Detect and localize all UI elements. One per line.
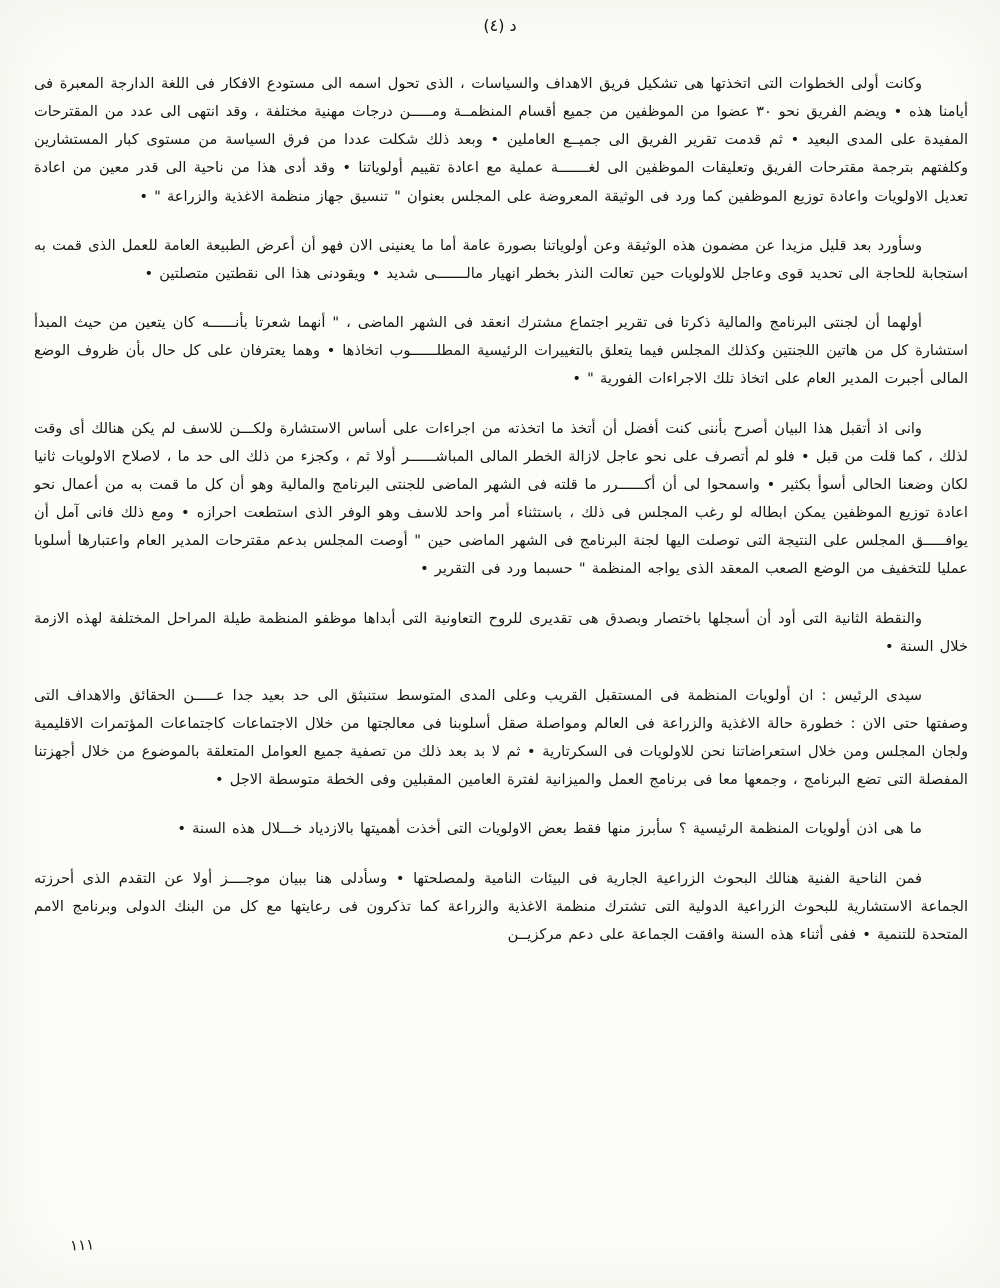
page-number: ١١١ — [69, 1235, 95, 1255]
paragraph: فمن الناحية الفنية هنالك البحوث الزراعية الجارية فى البيئات النامية ولمصلحتها • وسأدلى هنا ببيان موجــــز أولا عن التقدم الذى أحرزته الجماعة الاستشارية للبحوث الزراعية الدولية التى تشترك منظمة الاغذية والزراعة كما تذكرون فى رعايتها مع كل من البنك الدولى وبرنامج الامم المتحدة للتنمية • ففى أثناء هذه السنة وافقت الجماعة على دعم مركزيــن — [34, 869, 968, 943]
paragraph: والنقطة الثانية التى أود أن أسجلها باختصار وبصدق هى تقديرى للروح التعاونية التى أبداها موظفو المنظمة طيلة المراحل المختلفة لهذه الازمة خلال السنة • — [34, 609, 968, 655]
page-header: د (٤) — [483, 16, 517, 35]
paragraph: سيدى الرئيس : ان أولويات المنظمة فى المستقبل القريب وعلى المدى المتوسط ستنبثق الى حد بعيد جدا عـــــن الحقائق والاهداف التى وصفتها حتى الان : خطورة حالة الاغذية والزراعة فى العالم ومواصلة صقل أسلوبنا فى معالجتها من خلال الاجتماعات كاجتماعات المؤتمرات الاقليمية ولجان المجلس ومن خلال استعراضاتنا نحن للاولويات فى السكرتارية • ثم لا بد بعد ذلك من تصفية جميع العوامل المتعلقة بالموضوع من خلال أجهزتنا المفصلة التى تضع البرنامج ، وجمعها معا فى برنامج العمل والميزانية لفترة العامين المقبلين وفى الخطة متوسطة الاجل • — [34, 686, 968, 789]
paragraph: وسأورد بعد قليل مزيدا عن مضمون هذه الوثيقة وعن أولوياتنا بصورة عامة أما ما يعنينى الان فهو أن أعرض الطبيعة العامة للعمل الذى قمت به استجابة للحاجة الى تحديد قوى وعاجل للاولويات حين تعالت النذر بخطر انهيار مالـــــــى شديد • ويقودنى هذا الى نقطتين متصلتين • — [34, 236, 968, 282]
paragraph: وانى اذ أتقبل هذا البيان أصرح بأننى كنت أفضل أن أتخذ ما اتخذته من اجراءات على أساس الاستشارة ولكـــن للاسف لم يكن هنالك أى وقت لذلك ، كما قلت من قبل • فلو لم أتصرف على نحو عاجل لازالة الخطر المالى المباشــــــر أولا ثم ، وكجزء من ذلك الى حد ما ، لاصلاح الاولويات ثانيا لكان وضعنا الحالى أسوأ بكثير • واسمحوا لى أن أكــــــرر ما قلته فى الشهر الماضى للجنتى البرنامج والمالية وهو أن كل ما قمت به من أعمال نحو اعادة توزيع الموظفين يمكن ابطاله لو رغب المجلس فى ذلك ، باستثناء أمر واحد للاسف وهو الوفر الذى استطعت احرازه • ومع ذلك فانى آمل أن يوافـــــق المجلس على النتيجة التى توصلت اليها لجنة البرنامج فى الشهر الماضى حين " أوصت المجلس بدعم مقترحات المدير العام واعتبارها أسلوبا عمليا للتخفيف من الوضع الصعب المعقد الذى يواجه المنظمة " حسبما ورد فى التقرير • — [34, 419, 968, 578]
paragraph: وكانت أولى الخطوات التى اتخذتها هى تشكيل فريق الاهداف والسياسات ، الذى تحول اسمه الى مستودع الافكار فى اللغة الدارجة المعبرة فى أيامنا هذه • ويضم الفريق نحو ٣٠ عضوا من الموظفين من جميع أقسام المنظمــة ومـــــن درجات مهنية مختلفة ، وقد انتهى الى عدد من المقترحات المفيدة على المدى البعيد • ثم قدمت تقرير الفريق الى جميــع العاملين • وبعد ذلك شكلت عددا من فرق السياسة من مستوى كبار المستشارين وكلفتهم بترجمة مقترحات الفريق وتعليقات الموظفين الى لغـــــــة عملية مع اعادة تقييم أولوياتنا • وقد أدى هذا من ناحية الى قدر معين من اعادة تعديل الاولويات واعادة توزيع الموظفين كما ورد فى الوثيقة المعروضة على المجلس بعنوان " تنسيق جهاز منظمة الاغذية والزراعة " • — [34, 75, 968, 205]
paragraph: أولهما أن لجنتى البرنامج والمالية ذكرتا فى تقرير اجتماع مشترك انعقد فى الشهر الماضى ، " أنهما شعرتا بأنــــــه كان يتعين من حيث المبدأ استشارة كل من هاتين اللجنتين وكذلك المجلس فيما يتعلق بالتغييرات الرئيسية المطلــــــوب اتخاذها • وهما يعترفان على كل حال بأن ظروف الوضع المالى أجبرت المدير العام على اتخاذ تلك الاجراءات الفورية " • — [34, 314, 968, 388]
document-body — [34, 70, 968, 970]
paragraph: ما هى اذن أولويات المنظمة الرئيسية ؟ سأبرز منها فقط بعض الاولويات التى أخذت أهميتها بالازدياد خـــلال هذه السنة • — [177, 820, 922, 838]
